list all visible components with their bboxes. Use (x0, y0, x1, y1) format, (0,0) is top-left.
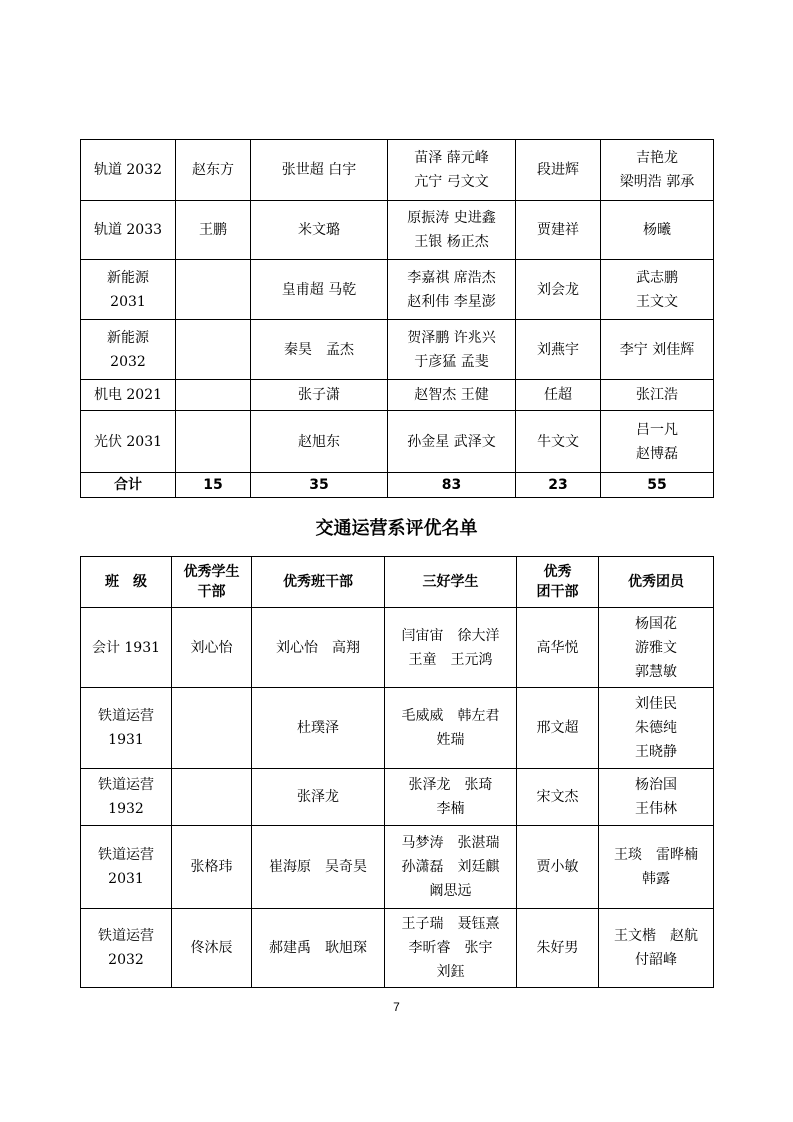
cell-line: 梁明浩 郭承 (619, 174, 695, 190)
cadre-cell (172, 826, 252, 909)
table-row (81, 826, 714, 909)
cell-line: 张子潇 (298, 387, 340, 403)
total-value: 23 (516, 473, 601, 498)
cell-line: 贾小敏 (536, 859, 579, 875)
cell-line: 新能源 (107, 269, 149, 286)
cell-line: 朱好男 (536, 940, 579, 956)
merit-student-cell (385, 769, 517, 826)
league-cadre-cell (516, 140, 601, 201)
cell-line: 游雅文 (635, 639, 677, 656)
cell-line: 新能源 (107, 329, 149, 346)
cell-line: 韩露 (642, 871, 670, 887)
cell-line: 阚思远 (429, 883, 472, 899)
class-cell (81, 826, 172, 909)
league-cadre-cell (517, 769, 599, 826)
league-member-cell (599, 769, 714, 826)
cell-line: 王子瑞 聂钰熹 (401, 916, 500, 932)
cell-line: 米文璐 (298, 222, 340, 238)
class-cadre-cell (251, 140, 388, 201)
merit-student-cell (385, 909, 517, 988)
table-row (81, 201, 714, 260)
cell-line: 李嘉祺 席浩杰 (407, 269, 496, 286)
cell-line: 苗泽 薛元峰 (414, 150, 489, 166)
table-row (81, 380, 714, 411)
cell-line: 邢文超 (536, 720, 579, 736)
cell-line: 张江浩 (636, 387, 678, 403)
league-member-cell (601, 201, 714, 260)
class-cell (81, 608, 172, 688)
cell-line: 皇甫超 马乾 (281, 281, 357, 298)
total-value: 15 (176, 473, 251, 498)
total-value: 35 (251, 473, 388, 498)
merit-student-cell (388, 201, 516, 260)
column-header (385, 557, 517, 608)
class-cadre-cell (252, 688, 385, 769)
cell-line: 张泽龙 (297, 789, 339, 805)
league-cadre-cell (516, 380, 601, 411)
total-label: 合计 (81, 473, 176, 498)
cell-line: 武志鹏 (636, 269, 678, 286)
class-cadre-cell (252, 769, 385, 826)
league-cadre-cell (516, 260, 601, 320)
cell-line: 王鹏 (199, 222, 227, 238)
cell-line: 刘会龙 (537, 281, 579, 298)
table-row (81, 769, 714, 826)
cell-line: 高华悦 (536, 639, 579, 656)
cell-line: 1931 (108, 732, 144, 748)
cell-line: 毛威威 韩左君 (401, 708, 500, 724)
merit-student-cell (388, 380, 516, 411)
table-previous-department (80, 139, 714, 498)
league-member-cell (601, 140, 714, 201)
merit-student-cell (385, 608, 517, 688)
class-cadre-cell (251, 201, 388, 260)
merit-student-cell (388, 411, 516, 473)
league-cadre-cell (517, 608, 599, 688)
cell-line: 王文文 (636, 293, 678, 310)
column-header (252, 557, 385, 608)
cell-line: 佟沐辰 (190, 940, 233, 956)
cell-line: 优秀班干部 (283, 574, 353, 590)
cadre-cell (176, 140, 251, 201)
total-value: 83 (388, 473, 516, 498)
league-cadre-cell (516, 320, 601, 380)
league-cadre-cell (517, 826, 599, 909)
cell-line: 刘心怡 高翔 (276, 639, 360, 656)
cadre-cell (176, 411, 251, 473)
cell-line: 优秀团员 (628, 574, 684, 590)
cell-line: 2031 (110, 293, 146, 310)
class-cell (81, 320, 176, 380)
cell-line: 亢宁 弓文文 (414, 174, 489, 190)
league-cadre-cell (516, 411, 601, 473)
cell-line: 王伟林 (635, 801, 677, 817)
merit-student-cell (385, 688, 517, 769)
table-row (81, 140, 714, 201)
cell-line: 团干部 (536, 584, 579, 600)
class-cell (81, 411, 176, 473)
cell-line: 李楠 (436, 801, 465, 817)
cell-line: 王银 杨正杰 (414, 234, 489, 250)
cell-line: 贾建祥 (537, 222, 579, 238)
league-member-cell (601, 320, 714, 380)
cell-line: 朱德纯 (635, 720, 677, 736)
cell-line: 杨国花 (635, 615, 677, 632)
cell-line: 王童 王元鸿 (408, 651, 493, 668)
cell-line: 张世超 白宇 (281, 162, 357, 178)
cell-line: 赵利伟 李星澎 (407, 293, 496, 310)
cell-line: 秦昊 孟杰 (284, 341, 354, 358)
cell-line: 原振涛 史进鑫 (407, 210, 496, 226)
league-member-cell (601, 411, 714, 473)
merit-student-cell (388, 260, 516, 320)
cell-line: 张泽龙 张琦 (408, 777, 493, 793)
cell-line: 闫宙宙 徐大洋 (401, 627, 500, 644)
league-member-cell (599, 688, 714, 769)
cell-line: 牛文文 (537, 433, 579, 450)
league-member-cell (599, 909, 714, 988)
merit-student-cell (385, 826, 517, 909)
league-cadre-cell (516, 201, 601, 260)
cadre-cell (172, 688, 252, 769)
table-traffic-operations (80, 556, 714, 988)
class-cadre-cell (251, 260, 388, 320)
cadre-cell (176, 201, 251, 260)
class-cell (81, 140, 176, 201)
class-cell (81, 688, 172, 769)
cell-line: 铁道运营 (98, 928, 154, 944)
cell-line: 王琰 雷晔楠 (614, 847, 698, 863)
class-cell (81, 769, 172, 826)
class-cell (81, 260, 176, 320)
class-cadre-cell (252, 608, 385, 688)
class-cadre-cell (252, 909, 385, 988)
class-cell (81, 909, 172, 988)
page-number: 7 (393, 1000, 400, 1014)
header-row (81, 557, 714, 608)
league-member-cell (601, 380, 714, 411)
cell-line: 段进辉 (537, 162, 579, 178)
class-cell (81, 380, 176, 411)
cell-line: 郭慧敏 (635, 663, 677, 680)
cell-line: 1932 (108, 801, 144, 817)
league-member-cell (599, 826, 714, 909)
cadre-cell (172, 909, 252, 988)
cadre-cell (176, 320, 251, 380)
class-cadre-cell (251, 411, 388, 473)
cell-line: 轨道 2032 (93, 162, 163, 178)
cell-line: 郝建禹 耿旭琛 (269, 940, 367, 956)
cell-line: 会计 1931 (91, 639, 161, 656)
cell-line: 优秀 (543, 564, 572, 580)
table-row (81, 909, 714, 988)
cell-line: 刘佳民 (635, 696, 677, 712)
cell-line: 赵东方 (192, 162, 234, 178)
cell-line: 赵智杰 王健 (414, 387, 489, 403)
cell-line: 任超 (544, 387, 572, 403)
cell-line: 贺泽鹏 许兆兴 (407, 329, 496, 346)
cell-line: 机电 2021 (93, 387, 163, 403)
class-cadre-cell (252, 826, 385, 909)
cell-line: 干部 (197, 584, 226, 600)
class-cadre-cell (251, 320, 388, 380)
cell-line: 赵旭东 (298, 433, 340, 450)
section-title: 交通运营系评优名单 (315, 518, 478, 539)
cell-line: 杨治国 (635, 777, 677, 793)
table-row (81, 260, 714, 320)
column-header (599, 557, 714, 608)
cadre-cell (172, 608, 252, 688)
cell-line: 王晓静 (635, 744, 677, 760)
cell-line: 2032 (110, 353, 146, 370)
cell-line: 刘燕宇 (537, 341, 579, 358)
cell-line: 吕一凡 (636, 421, 678, 438)
cell-line: 于彦猛 孟斐 (414, 353, 489, 370)
table-row (81, 411, 714, 473)
league-cadre-cell (517, 688, 599, 769)
merit-student-cell (388, 140, 516, 201)
cell-line: 三好学生 (422, 574, 479, 590)
cell-line: 孙潇磊 刘廷麒 (401, 859, 500, 875)
cell-line: 铁道运营 (98, 847, 154, 863)
cadre-cell (176, 260, 251, 320)
cell-line: 班 级 (105, 574, 147, 590)
cell-line: 赵博磊 (636, 445, 678, 462)
cadre-cell (176, 380, 251, 411)
league-member-cell (601, 260, 714, 320)
total-row (81, 473, 714, 498)
cell-line: 宋文杰 (536, 789, 579, 805)
cell-line: 刘鈺 (436, 964, 465, 980)
total-value: 55 (601, 473, 714, 498)
table-row (81, 320, 714, 380)
column-header (172, 557, 252, 608)
column-header (81, 557, 172, 608)
column-header (517, 557, 599, 608)
cell-line: 刘心怡 (190, 639, 233, 656)
cell-line: 张格玮 (190, 859, 233, 875)
cell-line: 2031 (108, 871, 144, 887)
cell-line: 崔海原 吴奇昊 (269, 859, 367, 875)
cell-line: 姓瑞 (436, 732, 465, 748)
class-cell (81, 201, 176, 260)
cell-line: 2032 (108, 952, 144, 968)
league-member-cell (599, 608, 714, 688)
cell-line: 付韶峰 (635, 952, 677, 968)
cell-line: 孙金星 武泽文 (407, 433, 496, 450)
cell-line: 李宁 刘佳辉 (619, 341, 695, 358)
cell-line: 李昕睿 张宇 (408, 940, 493, 956)
table-row (81, 608, 714, 688)
cell-line: 吉艳龙 (636, 150, 678, 166)
cell-line: 王文楷 赵航 (614, 928, 698, 944)
cell-line: 光伏 2031 (93, 433, 163, 450)
cell-line: 马梦涛 张湛瑞 (401, 835, 500, 851)
table-row (81, 688, 714, 769)
cadre-cell (172, 769, 252, 826)
league-cadre-cell (517, 909, 599, 988)
cell-line: 杨曦 (643, 222, 671, 238)
cell-line: 铁道运营 (98, 777, 154, 793)
merit-student-cell (388, 320, 516, 380)
cell-line: 杜璞泽 (297, 720, 339, 736)
cell-line: 轨道 2033 (93, 222, 163, 238)
cell-line: 铁道运营 (98, 708, 154, 724)
class-cadre-cell (251, 380, 388, 411)
cell-line: 优秀学生 (183, 564, 240, 580)
